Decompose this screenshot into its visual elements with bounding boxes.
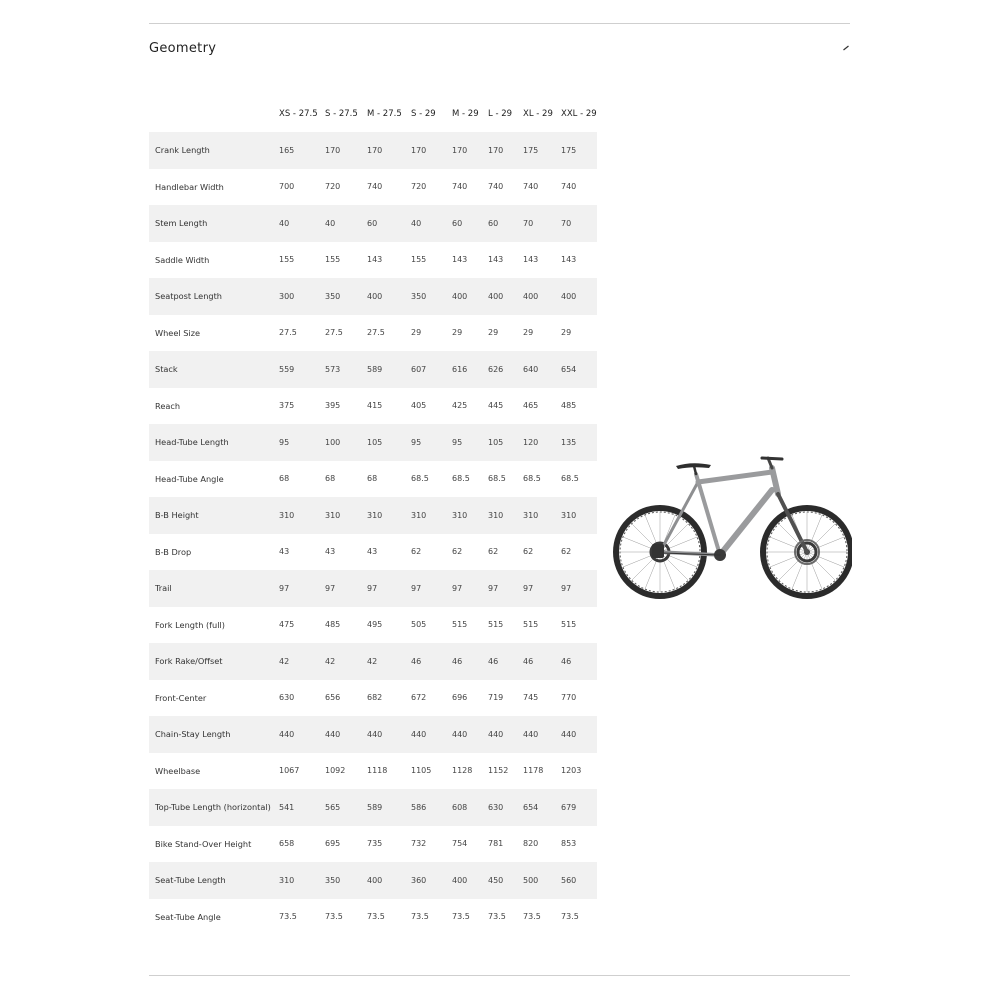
table-row xyxy=(149,132,597,169)
table-cell: 175 xyxy=(523,132,561,169)
table-cell: 400 xyxy=(452,278,488,315)
table-row xyxy=(149,789,597,826)
table-cell: 143 xyxy=(452,242,488,279)
table-cell: 105 xyxy=(488,424,523,461)
table-cell: 97 xyxy=(561,570,597,607)
table-row xyxy=(149,424,597,461)
table-cell: 630 xyxy=(279,680,325,717)
geometry-accordion-header[interactable] xyxy=(149,38,850,58)
table-cell: 658 xyxy=(279,826,325,863)
table-cell: 46 xyxy=(411,643,452,680)
table-row xyxy=(149,862,597,899)
table-cell: 68.5 xyxy=(452,461,488,498)
table-cell: 310 xyxy=(279,862,325,899)
table-cell: 97 xyxy=(488,570,523,607)
table-cell: 654 xyxy=(561,351,597,388)
table-cell: 495 xyxy=(367,607,411,644)
table-cell: 155 xyxy=(279,242,325,279)
table-cell: 29 xyxy=(452,315,488,352)
table-cell: 440 xyxy=(523,716,561,753)
table-cell: 27.5 xyxy=(279,315,325,352)
table-cell: 310 xyxy=(561,497,597,534)
table-cell: 1118 xyxy=(367,753,411,790)
table-cell: 40 xyxy=(411,205,452,242)
table-cell: 515 xyxy=(488,607,523,644)
table-cell: 440 xyxy=(488,716,523,753)
table-cell: 608 xyxy=(452,789,488,826)
table-cell: 565 xyxy=(325,789,367,826)
table-cell: 68.5 xyxy=(411,461,452,498)
table-cell: 654 xyxy=(523,789,561,826)
table-cell: 475 xyxy=(279,607,325,644)
table-row xyxy=(149,534,597,571)
table-cell: 73.5 xyxy=(523,899,561,936)
table-cell: 310 xyxy=(488,497,523,534)
table-cell: 27.5 xyxy=(325,315,367,352)
row-label: Head-Tube Length xyxy=(149,424,279,461)
table-cell: 62 xyxy=(561,534,597,571)
size-header: XS - 27.5 xyxy=(279,109,318,119)
table-cell: 40 xyxy=(325,205,367,242)
table-cell: 696 xyxy=(452,680,488,717)
row-label: Seat-Tube Length xyxy=(149,862,279,899)
table-cell: 62 xyxy=(488,534,523,571)
table-cell: 143 xyxy=(561,242,597,279)
table-cell: 95 xyxy=(452,424,488,461)
table-cell: 350 xyxy=(325,278,367,315)
table-cell: 719 xyxy=(488,680,523,717)
table-cell: 310 xyxy=(367,497,411,534)
table-cell: 97 xyxy=(279,570,325,607)
table-cell: 440 xyxy=(561,716,597,753)
row-label: Stem Length xyxy=(149,205,279,242)
table-cell: 745 xyxy=(523,680,561,717)
table-cell: 73.5 xyxy=(411,899,452,936)
table-cell: 29 xyxy=(411,315,452,352)
table-cell: 97 xyxy=(452,570,488,607)
table-cell: 440 xyxy=(411,716,452,753)
table-cell: 465 xyxy=(523,388,561,425)
table-cell: 70 xyxy=(561,205,597,242)
table-cell: 400 xyxy=(523,278,561,315)
table-cell: 630 xyxy=(488,789,523,826)
table-cell: 405 xyxy=(411,388,452,425)
table-cell: 425 xyxy=(452,388,488,425)
table-cell: 60 xyxy=(367,205,411,242)
table-cell: 440 xyxy=(367,716,411,753)
table-cell: 820 xyxy=(523,826,561,863)
table-cell: 68.5 xyxy=(488,461,523,498)
table-cell: 586 xyxy=(411,789,452,826)
table-row xyxy=(149,826,597,863)
table-cell: 62 xyxy=(452,534,488,571)
table-cell: 440 xyxy=(325,716,367,753)
row-label: Saddle Width xyxy=(149,242,279,279)
row-label: Stack xyxy=(149,351,279,388)
table-cell: 42 xyxy=(279,643,325,680)
table-cell: 43 xyxy=(367,534,411,571)
table-cell: 105 xyxy=(367,424,411,461)
row-label: Seatpost Length xyxy=(149,278,279,315)
table-cell: 300 xyxy=(279,278,325,315)
table-cell: 440 xyxy=(279,716,325,753)
table-cell: 395 xyxy=(325,388,367,425)
row-label: Fork Length (full) xyxy=(149,607,279,644)
table-cell: 70 xyxy=(523,205,561,242)
table-cell: 46 xyxy=(561,643,597,680)
table-row xyxy=(149,205,597,242)
table-cell: 515 xyxy=(452,607,488,644)
table-cell: 740 xyxy=(452,169,488,206)
table-cell: 46 xyxy=(488,643,523,680)
table-row xyxy=(149,351,597,388)
table-cell: 95 xyxy=(279,424,325,461)
row-label: Bike Stand-Over Height xyxy=(149,826,279,863)
table-cell: 310 xyxy=(523,497,561,534)
table-cell: 672 xyxy=(411,680,452,717)
table-cell: 1067 xyxy=(279,753,325,790)
table-cell: 1203 xyxy=(561,753,597,790)
table-cell: 68 xyxy=(325,461,367,498)
bottom-divider xyxy=(149,975,850,976)
table-cell: 1092 xyxy=(325,753,367,790)
table-cell: 29 xyxy=(523,315,561,352)
table-cell: 607 xyxy=(411,351,452,388)
size-header: S - 29 xyxy=(411,109,436,119)
table-cell: 515 xyxy=(561,607,597,644)
geometry-table xyxy=(149,96,597,935)
table-cell: 155 xyxy=(325,242,367,279)
table-cell: 170 xyxy=(411,132,452,169)
table-cell: 310 xyxy=(279,497,325,534)
row-label: Trail xyxy=(149,570,279,607)
table-cell: 68.5 xyxy=(523,461,561,498)
table-cell: 740 xyxy=(523,169,561,206)
row-label: Wheelbase xyxy=(149,753,279,790)
table-cell: 97 xyxy=(367,570,411,607)
table-cell: 135 xyxy=(561,424,597,461)
table-cell: 375 xyxy=(279,388,325,425)
table-cell: 97 xyxy=(325,570,367,607)
table-cell: 735 xyxy=(367,826,411,863)
table-row xyxy=(149,497,597,534)
table-cell: 120 xyxy=(523,424,561,461)
table-cell: 781 xyxy=(488,826,523,863)
table-cell: 400 xyxy=(367,862,411,899)
table-row xyxy=(149,388,597,425)
table-cell: 143 xyxy=(488,242,523,279)
table-cell: 720 xyxy=(325,169,367,206)
table-cell: 1178 xyxy=(523,753,561,790)
table-cell: 97 xyxy=(411,570,452,607)
table-cell: 73.5 xyxy=(279,899,325,936)
table-cell: 68.5 xyxy=(561,461,597,498)
table-cell: 682 xyxy=(367,680,411,717)
table-cell: 740 xyxy=(561,169,597,206)
table-cell: 589 xyxy=(367,351,411,388)
table-cell: 400 xyxy=(452,862,488,899)
table-cell: 740 xyxy=(367,169,411,206)
table-cell: 100 xyxy=(325,424,367,461)
table-row xyxy=(149,315,597,352)
table-row xyxy=(149,461,597,498)
table-cell: 1105 xyxy=(411,753,452,790)
row-label: B-B Height xyxy=(149,497,279,534)
table-cell: 445 xyxy=(488,388,523,425)
size-header: L - 29 xyxy=(488,109,513,119)
row-label: Chain-Stay Length xyxy=(149,716,279,753)
table-cell: 695 xyxy=(325,826,367,863)
table-cell: 485 xyxy=(325,607,367,644)
table-row xyxy=(149,570,597,607)
table-row xyxy=(149,680,597,717)
table-cell: 732 xyxy=(411,826,452,863)
size-header: M - 29 xyxy=(452,109,479,119)
table-cell: 310 xyxy=(325,497,367,534)
table-cell: 165 xyxy=(279,132,325,169)
table-cell: 170 xyxy=(367,132,411,169)
table-cell: 73.5 xyxy=(367,899,411,936)
table-cell: 46 xyxy=(452,643,488,680)
size-header: S - 27.5 xyxy=(325,109,358,119)
row-label: Handlebar Width xyxy=(149,169,279,206)
table-cell: 170 xyxy=(325,132,367,169)
table-cell: 143 xyxy=(367,242,411,279)
table-cell: 97 xyxy=(523,570,561,607)
table-cell: 573 xyxy=(325,351,367,388)
table-cell: 754 xyxy=(452,826,488,863)
table-row xyxy=(149,716,597,753)
table-cell: 170 xyxy=(452,132,488,169)
table-cell: 73.5 xyxy=(561,899,597,936)
table-cell: 60 xyxy=(452,205,488,242)
table-cell: 1128 xyxy=(452,753,488,790)
table-cell: 60 xyxy=(488,205,523,242)
table-cell: 500 xyxy=(523,862,561,899)
table-row xyxy=(149,607,597,644)
table-cell: 350 xyxy=(411,278,452,315)
size-header: XXL - 29 xyxy=(561,109,597,119)
table-cell: 43 xyxy=(325,534,367,571)
table-cell: 310 xyxy=(411,497,452,534)
table-cell: 43 xyxy=(279,534,325,571)
chevron-collapse-icon[interactable] xyxy=(842,44,850,52)
table-cell: 170 xyxy=(488,132,523,169)
table-cell: 700 xyxy=(279,169,325,206)
table-cell: 42 xyxy=(325,643,367,680)
row-label: Seat-Tube Angle xyxy=(149,899,279,936)
size-header: XL - 29 xyxy=(523,109,553,119)
table-cell: 541 xyxy=(279,789,325,826)
table-cell: 29 xyxy=(488,315,523,352)
table-row xyxy=(149,278,597,315)
table-row xyxy=(149,753,597,790)
table-cell: 350 xyxy=(325,862,367,899)
table-cell: 46 xyxy=(523,643,561,680)
table-row xyxy=(149,899,597,936)
table-cell: 559 xyxy=(279,351,325,388)
row-label: Head-Tube Angle xyxy=(149,461,279,498)
table-cell: 400 xyxy=(488,278,523,315)
header-corner xyxy=(149,96,279,132)
section-title: Geometry xyxy=(149,40,217,56)
table-cell: 589 xyxy=(367,789,411,826)
table-cell: 95 xyxy=(411,424,452,461)
table-row xyxy=(149,169,597,206)
table-cell: 626 xyxy=(488,351,523,388)
table-cell: 1152 xyxy=(488,753,523,790)
table-cell: 440 xyxy=(452,716,488,753)
table-cell: 68 xyxy=(279,461,325,498)
table-cell: 640 xyxy=(523,351,561,388)
row-label: Top-Tube Length (horizontal) xyxy=(149,789,279,826)
table-cell: 27.5 xyxy=(367,315,411,352)
table-cell: 770 xyxy=(561,680,597,717)
table-cell: 68 xyxy=(367,461,411,498)
row-label: Wheel Size xyxy=(149,315,279,352)
size-header: M - 27.5 xyxy=(367,109,402,119)
table-cell: 73.5 xyxy=(488,899,523,936)
table-cell: 485 xyxy=(561,388,597,425)
table-cell: 616 xyxy=(452,351,488,388)
row-label: Fork Rake/Offset xyxy=(149,643,279,680)
table-cell: 62 xyxy=(411,534,452,571)
row-label: Reach xyxy=(149,388,279,425)
table-cell: 73.5 xyxy=(452,899,488,936)
table-cell: 740 xyxy=(488,169,523,206)
table-cell: 720 xyxy=(411,169,452,206)
table-row xyxy=(149,643,597,680)
table-row xyxy=(149,242,597,279)
table-cell: 360 xyxy=(411,862,452,899)
top-divider xyxy=(149,23,850,24)
row-label: B-B Drop xyxy=(149,534,279,571)
table-cell: 400 xyxy=(367,278,411,315)
table-cell: 560 xyxy=(561,862,597,899)
bike-image xyxy=(612,452,852,607)
table-cell: 143 xyxy=(523,242,561,279)
table-cell: 175 xyxy=(561,132,597,169)
table-cell: 73.5 xyxy=(325,899,367,936)
table-cell: 40 xyxy=(279,205,325,242)
table-cell: 62 xyxy=(523,534,561,571)
size-header-row xyxy=(149,96,597,132)
table-cell: 400 xyxy=(561,278,597,315)
table-cell: 656 xyxy=(325,680,367,717)
table-cell: 679 xyxy=(561,789,597,826)
table-cell: 155 xyxy=(411,242,452,279)
table-cell: 505 xyxy=(411,607,452,644)
table-cell: 515 xyxy=(523,607,561,644)
table-cell: 450 xyxy=(488,862,523,899)
row-label: Front-Center xyxy=(149,680,279,717)
table-cell: 853 xyxy=(561,826,597,863)
row-label: Crank Length xyxy=(149,132,279,169)
table-cell: 310 xyxy=(452,497,488,534)
table-cell: 415 xyxy=(367,388,411,425)
table-cell: 42 xyxy=(367,643,411,680)
table-cell: 29 xyxy=(561,315,597,352)
